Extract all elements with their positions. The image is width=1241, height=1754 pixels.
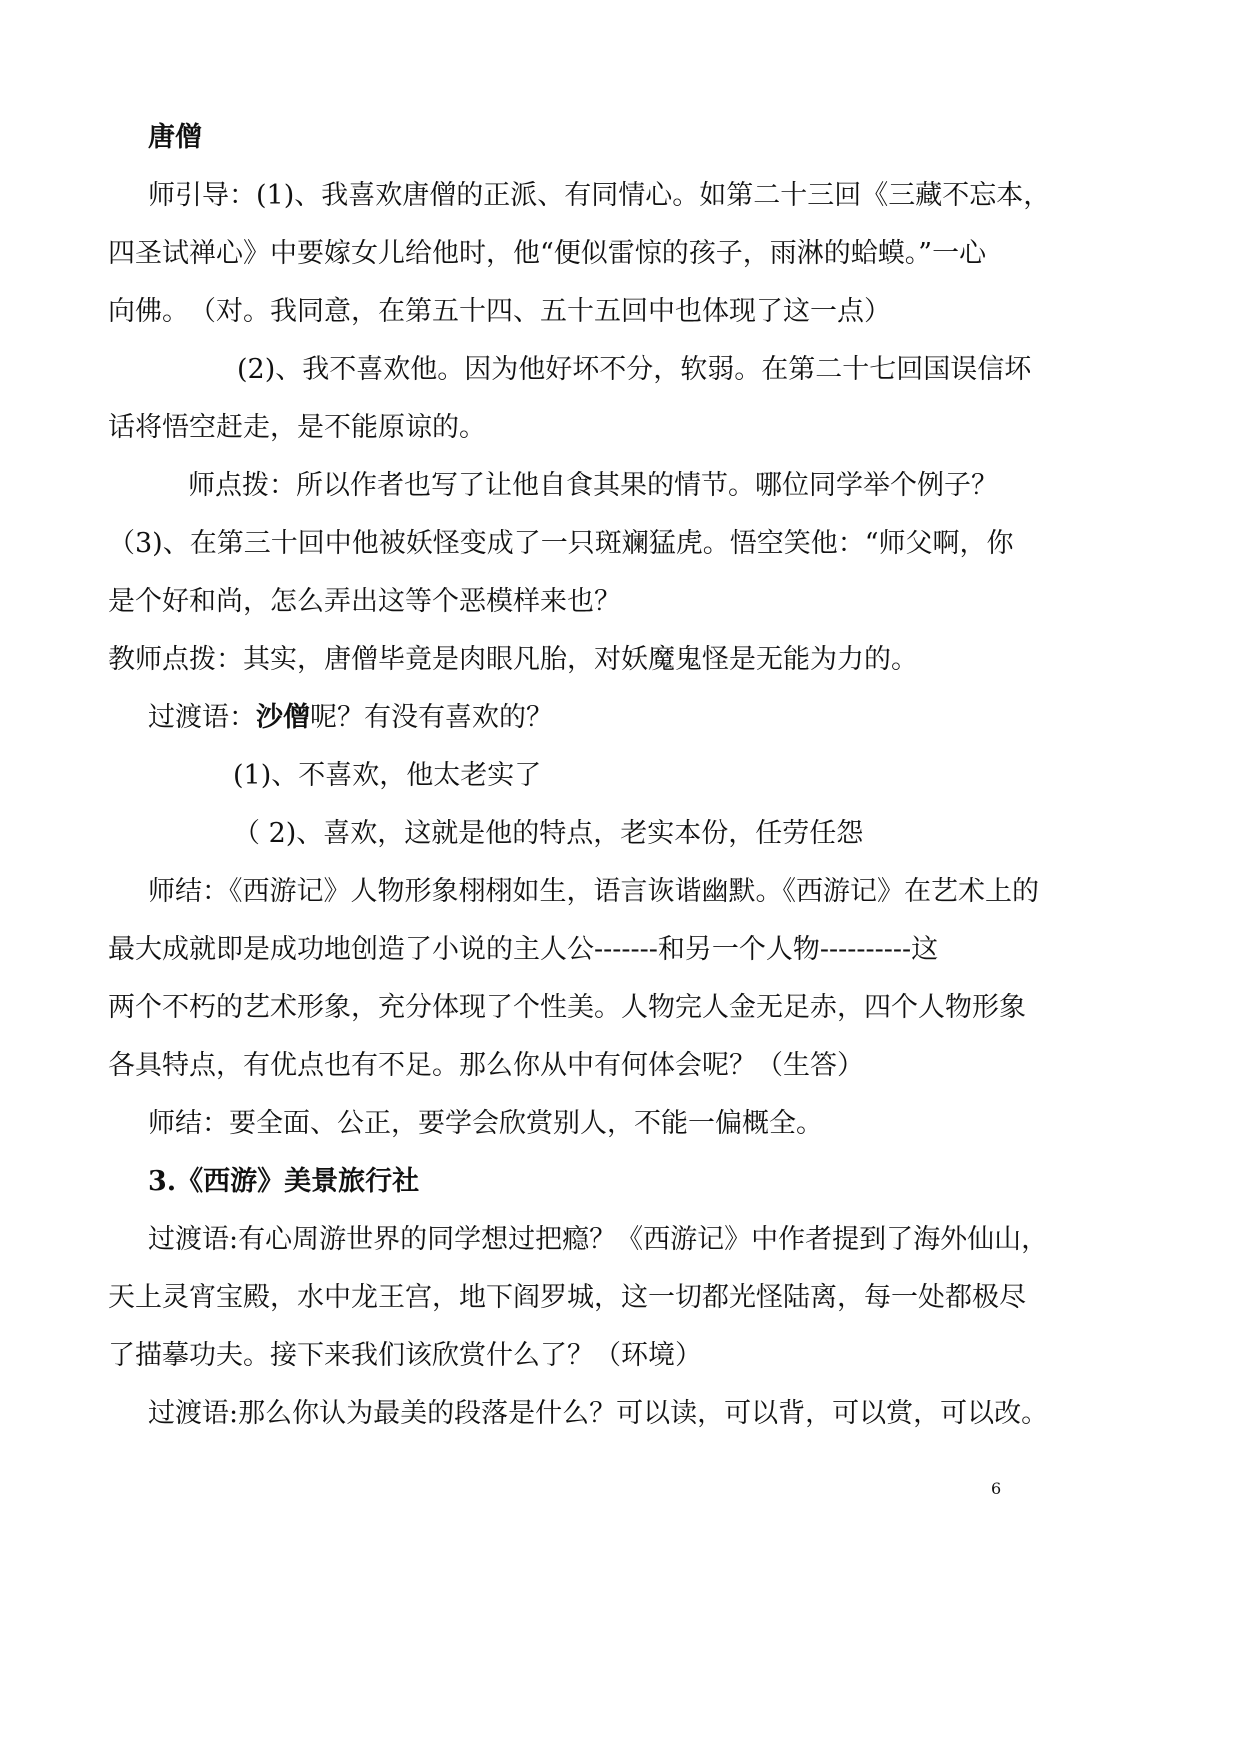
paragraph-line-shaseng <box>148 704 553 731</box>
transition-label: 过渡语： <box>148 702 256 733</box>
paragraph-line: (1)、不喜欢，他太老实了 <box>233 760 542 791</box>
paragraph-line: 师结：要全面、公正，要学会欣赏别人，不能一偏概全。 <box>148 1108 823 1139</box>
section-heading: 3.《西游》美景旅行社 <box>148 1166 420 1197</box>
paragraph-line: 师点拨：所以作者也写了让他自食其果的情节。哪位同学举个例子？ <box>188 470 998 501</box>
paragraph-line: 教师点拨：其实，唐僧毕竟是肉眼凡胎，对妖魔鬼怪是无能为力的。 <box>108 644 918 675</box>
paragraph-line: 师结：《西游记》人物形象栩栩如生，语言诙谐幽默。《西游记》在艺术上的 <box>148 876 1039 907</box>
paragraph-line: 四圣试禅心》中要嫁女儿给他时，他“便似雷惊的孩子，雨淋的蛤蟆。”一心 <box>108 238 987 269</box>
paragraph-line: 是个好和尚，怎么弄出这等个恶模样来也？ <box>108 586 621 617</box>
paragraph-line: 最大成就即是成功地创造了小说的主人公-------和另一个人物----------这 <box>108 934 939 965</box>
transition-question: 呢？有没有喜欢的？ <box>310 702 553 733</box>
heading-tangseng: 唐僧 <box>148 122 202 153</box>
paragraph-line: 天上灵宵宝殿，水中龙王宫，地下阎罗城，这一切都光怪陆离，每一处都极尽 <box>108 1282 1026 1313</box>
paragraph-line: 向佛。 （对。我同意，在第五十四、五十五回中也体现了这一点） <box>108 296 891 327</box>
paragraph-line: 了描摹功夫。接下来我们该欣赏什么了？（环境） <box>108 1340 702 1371</box>
shaseng-bold: 沙僧 <box>256 702 310 733</box>
paragraph-line: 两个不朽的艺术形象，充分体现了个性美。人物完人金无足赤，四个人物形象 <box>108 992 1026 1023</box>
paragraph-line: 师引导：(1)、我喜欢唐僧的正派、有同情心。如第二十三回《三藏不忘本， <box>148 180 1051 211</box>
paragraph-line: 话将悟空赶走，是不能原谅的。 <box>108 412 486 443</box>
paragraph-line: （ 2)、喜欢，这就是他的特点，老实本份，任劳任怨 <box>233 818 864 849</box>
paragraph-line: 过渡语:那么你认为最美的段落是什么？可以读，可以背，可以赏，可以改。 <box>148 1398 1049 1429</box>
paragraph-line: 各具特点，有优点也有不足。那么你从中有何体会呢？（生答） <box>108 1050 864 1081</box>
paragraph-line: （3)、在第三十回中他被妖怪变成了一只斑斓猛虎。悟空笑他：“师父啊，你 <box>108 528 1014 559</box>
paragraph-line: 过渡语:有心周游世界的同学想过把瘾？《西游记》中作者提到了海外仙山， <box>148 1224 1049 1255</box>
page-number: 6 <box>991 1479 1002 1498</box>
paragraph-line: (2)、我不喜欢他。因为他好坏不分，软弱。在第二十七回国误信坏 <box>237 354 1032 385</box>
